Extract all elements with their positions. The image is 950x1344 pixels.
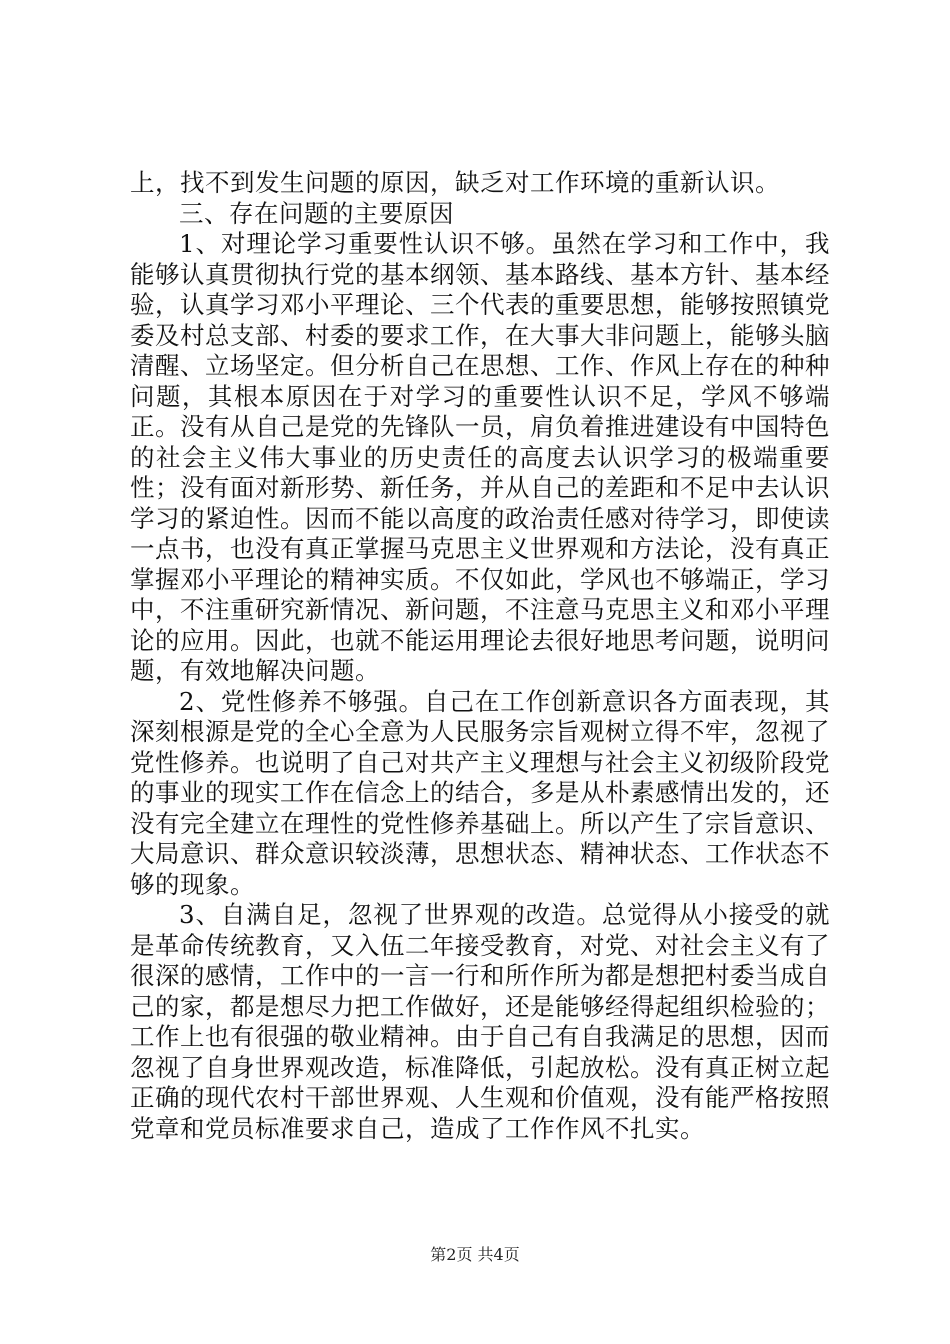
paragraph-continuation: 上，找不到发生问题的原因，缺乏对工作环境的重新认识。 xyxy=(130,168,780,197)
page-number-footer: 第2页 共4页 xyxy=(430,1245,520,1264)
document-body xyxy=(130,168,830,1144)
paragraph-party-spirit: 2、党性修养不够强。自己在工作创新意识各方面表现，其深刻根源是党的全心全意为人民服务宗旨观树立得不牢，忽视了党性修养。也说明了自己对共产主义理想与社会主义初级阶段党的事业的现实工作在信念上的结合，多是从朴素感情出发的，还没有完全建立在理性的党性修养基础上。所以产生了宗旨意识、大局意识、群众意识较淡薄，思想状态、精神状态、工作状态不够的现象。 xyxy=(130,686,830,899)
paragraph-worldview: 3、自满自足，忽视了世界观的改造。总觉得从小接受的就是革命传统教育，又入伍二年接受教育，对党、对社会主义有了很深的感情，工作中的一言一行和所作所为都是想把村委当成自己的家，都是想尽力把工作做好，还是能够经得起组织检验的；工作上也有很强的敬业精神。由于自己有自我满足的思想，因而忽视了自身世界观改造，标准降低，引起放松。没有真正树立起正确的现代农村干部世界观、人生观和价值观，没有能严格按照党章和党员标准要求自己，造成了工作作风不扎实。 xyxy=(130,900,830,1143)
section-heading: 三、存在问题的主要原因 xyxy=(179,198,454,228)
paragraph-theory-study: 1、对理论学习重要性认识不够。虽然在学习和工作中，我能够认真贯彻执行党的基本纲领、基本路线、基本方针、基本经验，认真学习邓小平理论、三个代表的重要思想，能够按照镇党委及村总支部、村委的要求工作，在大事大非问题上，能够头脑清醒、立场坚定。但分析自己在思想、工作、作风上存在的种种问题，其根本原因在于对学习的重要性认识不足，学风不够端正。没有从自己是党的先锋队一员，肩负着推进建设有中国特色的社会主义伟大事业的历史责任的高度去认识学习的极端重要性；没有面对新形势、新任务，并从自己的差距和不足中去认识学习的紧迫性。因而不能以高度的政治责任感对待学习，即使读一点书，也没有真正掌握马克思主义世界观和方法论，没有真正掌握邓小平理论的精神实质。不仅如此，学风也不够端正，学习中，不注重研究新情况、新问题，不注意马克思主义和邓小平理论的应用。因此，也就不能运用理论去很好地思考问题，说明问题，有效地解决问题。 xyxy=(130,229,830,685)
